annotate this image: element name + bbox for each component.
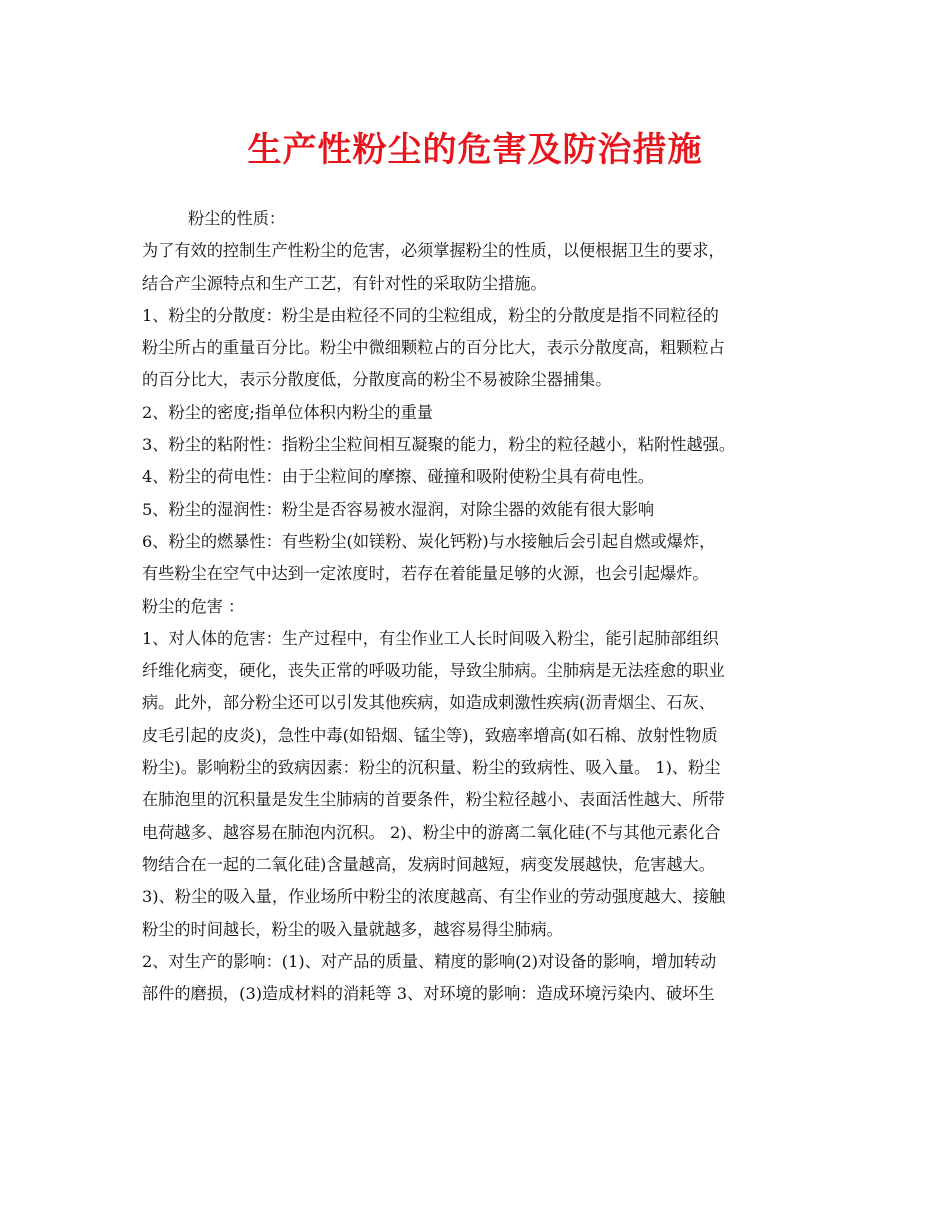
paragraph-line: 为了有效的控制生产性粉尘的危害，必须掌握粉尘的性质，以便根据卫生的要求，	[142, 241, 725, 261]
paragraph-line: 2、粉尘的密度;指单位体积内粉尘的重量	[142, 402, 433, 422]
section-heading-hazards: 粉尘的危害 ：	[142, 596, 245, 616]
paragraph-line: 的百分比大，表示分散度低，分散度高的粉尘不易被除尘器捕集。	[142, 370, 612, 390]
paragraph-line: 粉尘所占的重量百分比。粉尘中微细颗粒占的百分比大，表示分散度高，粗颗粒占	[142, 338, 725, 358]
paragraph-line: 3、粉尘的粘附性：指粉尘尘粒间相互凝聚的能力，粉尘的粒径越小，粘附性越强。	[142, 435, 736, 455]
section-heading-properties: 粉尘的性质：	[188, 209, 286, 228]
paragraph-line: 6、粉尘的燃暴性：有些粉尘(如镁粉、炭化钙粉)与水接触后会引起自燃或爆炸，	[142, 531, 716, 551]
paragraph-line: 在肺泡里的沉积量是发生尘肺病的首要条件，粉尘粒径越小、表面活性越大、所带	[142, 790, 725, 810]
paragraph-line: 纤维化病变，硬化，丧失正常的呼吸功能，导致尘肺病。尘肺病是无法痊愈的职业	[142, 661, 725, 681]
paragraph-line: 有些粉尘在空气中达到一定浓度时，若存在着能量足够的火源，也会引起爆炸。	[142, 564, 709, 584]
paragraph-line: 3)、粉尘的吸入量，作业场所中粉尘的浓度越高、有尘作业的劳动强度越大、接触	[142, 887, 726, 907]
paragraph-line: 5、粉尘的湿润性：粉尘是否容易被水湿润，对除尘器的效能有很大影响	[142, 499, 655, 519]
paragraph-line: 皮毛引起的皮炎)，急性中毒(如铅烟、锰尘等)，致癌率增高(如石棉、放射性物质	[142, 725, 718, 745]
paragraph-line: 4、粉尘的荷电性：由于尘粒间的摩擦、碰撞和吸附使粉尘具有荷电性。	[142, 467, 655, 487]
paragraph-line: 病。此外，部分粉尘还可以引发其他疾病，如造成刺激性疾病(沥青烟尘、石灰、	[142, 693, 715, 713]
paragraph-line: 2、对生产的影响：(1)、对产品的质量、精度的影响(2)对设备的影响，增加转动	[142, 951, 717, 971]
page-title: 生产性粉尘的危害及防治措施	[247, 130, 703, 170]
paragraph-line: 1、粉尘的分散度：粉尘是由粒径不同的尘粒组成，粉尘的分散度是指不同粒径的	[142, 305, 719, 325]
paragraph-line: 部件的磨损，(3)造成材料的消耗等 3、对环境的影响：造成环境污染内、破坏生	[142, 984, 715, 1004]
paragraph-line: 1、对人体的危害：生产过程中，有尘作业工人长时间吸入粉尘，能引起肺部组织	[142, 628, 719, 648]
paragraph-line: 粉尘)。影响粉尘的致病因素：粉尘的沉积量、粉尘的致病性、吸入量。 1)、粉尘	[142, 758, 721, 778]
paragraph-line: 电荷越多、越容易在肺泡内沉积。 2)、粉尘中的游离二氧化硅(不与其他元素化合	[142, 822, 721, 842]
paragraph-line: 粉尘的时间越长，粉尘的吸入量就越多，越容易得尘肺病。	[142, 919, 563, 939]
paragraph-line: 物结合在一起的二氧化硅)含量越高，发病时间越短，病变发展越快，危害越大。	[142, 854, 715, 874]
document-body	[142, 203, 822, 1010]
paragraph-line: 结合产尘源特点和生产工艺，有针对性的采取防尘措施。	[142, 273, 547, 293]
